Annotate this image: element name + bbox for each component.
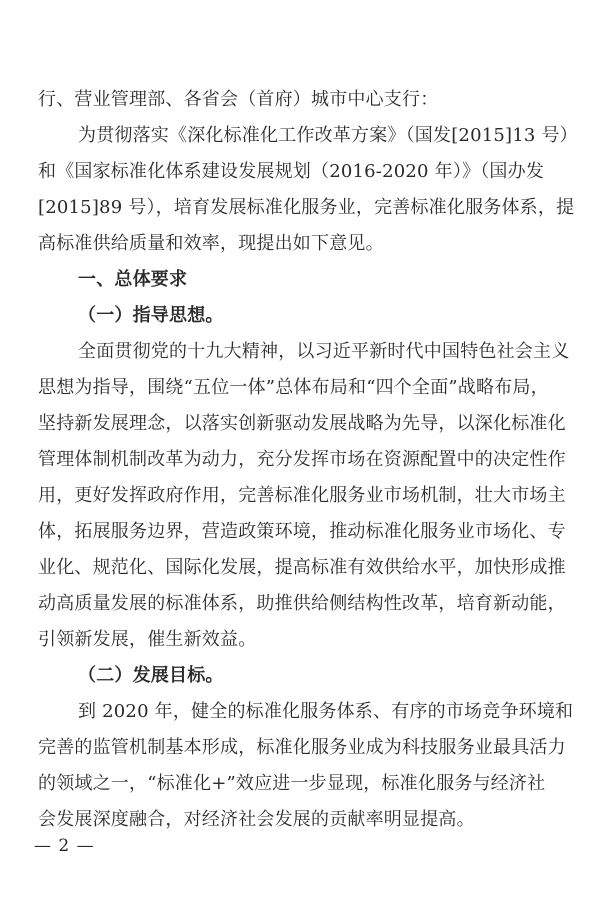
body-line-20: 的领域之一，“标准化+”效应进一步显现，标准化服务与经济社 <box>38 773 546 794</box>
body-line-18: 到 2020 年，健全的标准化服务体系、有序的市场竞争环境和 <box>78 701 574 722</box>
body-line-3: 和《国家标准化体系建设发展规划（2016-2020 年）》（国办发 <box>38 161 545 182</box>
section-heading-general-requirements: 一、总体要求 <box>78 269 188 290</box>
body-line-13: 体，拓展服务边界，营造政策环境，推动标准化服务业市场化、专 <box>38 521 566 542</box>
body-line-9: 思想为指导，围绕“五位一体”总体布局和“四个全面”战略布局， <box>38 377 549 398</box>
body-line-14: 业化、规范化、国际化发展，提高标准有效供给水平，加快形成推 <box>38 557 566 578</box>
body-line-15: 动高质量发展的标准体系，助推供给侧结构性改革，培育新动能， <box>38 593 566 614</box>
page-number: — 2 — <box>34 836 95 856</box>
body-line-10: 坚持新发展理念，以落实创新驱动发展战略为先导，以深化标准化 <box>38 413 566 434</box>
body-line-2: 为贯彻落实《深化标准化工作改革方案》（国发[2015]13 号） <box>78 125 578 146</box>
body-line-11: 管理体制机制改革为动力，充分发挥市场在资源配置中的决定性作 <box>38 449 566 470</box>
body-line-1: 行、营业管理部、各省会（首府）城市中心支行： <box>38 89 439 110</box>
body-line-16: 引领新发展，催生新效益。 <box>38 629 257 650</box>
body-line-4: [2015]89 号），培育发展标准化服务业，完善标准化服务体系，提 <box>38 197 575 218</box>
body-line-19: 完善的监管机制基本形成，标准化服务业成为科技服务业最具活力 <box>38 737 566 758</box>
body-line-21: 会发展深度融合，对经济社会发展的贡献率明显提高。 <box>38 809 475 830</box>
subsection-heading-development-goals: （二）发展目标。 <box>78 665 224 686</box>
body-line-12: 用，更好发挥政府作用，完善标准化服务业市场机制，壮大市场主 <box>38 485 566 506</box>
body-line-8: 全面贯彻党的十九大精神，以习近平新时代中国特色社会主义 <box>78 341 570 362</box>
body-line-5: 高标准供给质量和效率，现提出如下意见。 <box>38 233 384 254</box>
subsection-heading-guiding-ideology: （一）指导思想。 <box>78 305 224 326</box>
